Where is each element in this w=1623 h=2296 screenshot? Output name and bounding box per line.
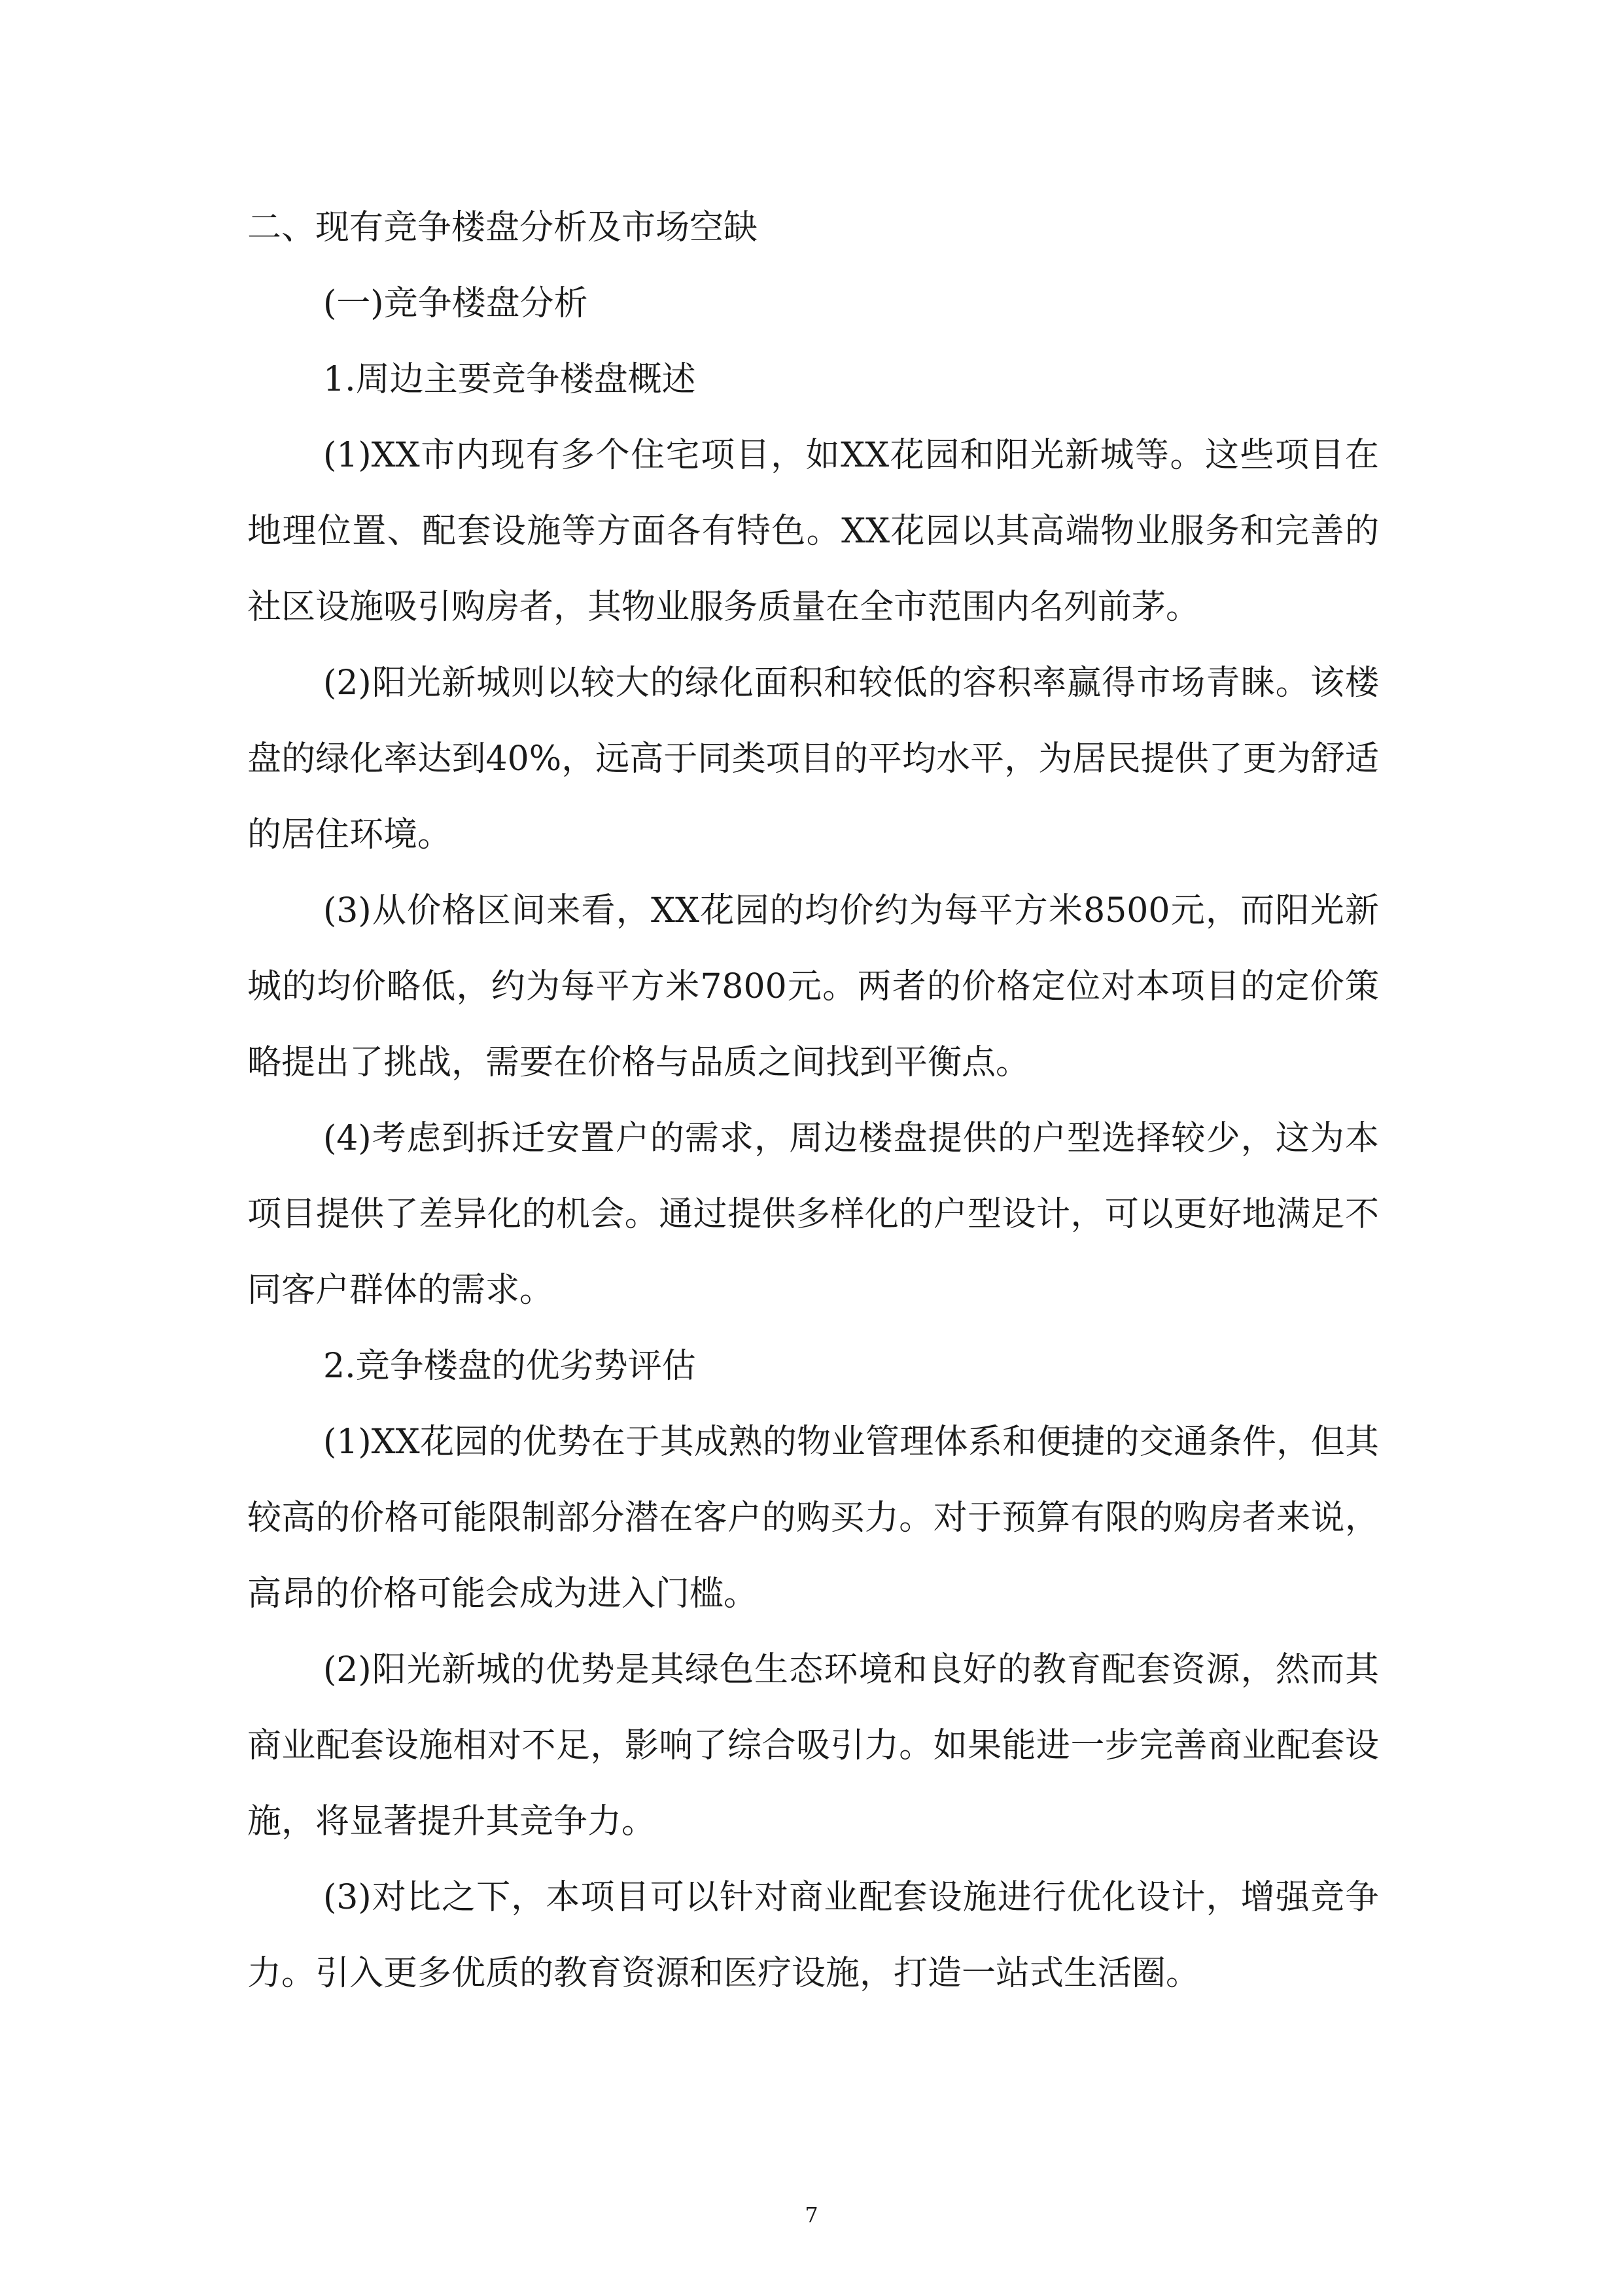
page-number: 7: [805, 2202, 818, 2227]
paragraph-1-2: (2)阳光新城则以较大的绿化面积和较低的容积率赢得市场青睐。该楼盘的绿化率达到40%，远高于同类项目的平均水平，为居民提供了更为舒适的居住环境。: [247, 663, 1379, 855]
topic-heading-2: 2.竞争楼盘的优劣势评估: [323, 1347, 696, 1386]
section-heading: 二、现有竞争楼盘分析及市场空缺: [247, 208, 758, 247]
topic-heading-1: 1.周边主要竞争楼盘概述: [323, 360, 696, 399]
paragraph-1-1: (1)XX市内现有多个住宅项目，如XX花园和阳光新城等。这些项目在地理位置、配套设施等方面各有特色。XX花园以其高端物业服务和完善的社区设施吸引购房者，其物业服务质量在全市范围内名列前茅。: [247, 436, 1379, 627]
paragraph-1-4: (4)考虑到拆迁安置户的需求，周边楼盘提供的户型选择较少，这为本项目提供了差异化的机会。通过提供多样化的户型设计，可以更好地满足不同客户群体的需求。: [247, 1119, 1379, 1310]
document-body: [247, 190, 1379, 2011]
paragraph-1-3: (3)从价格区间来看，XX花园的均价约为每平方米8500元，而阳光新城的均价略低，约为每平方米7800元。两者的价格定位对本项目的定价策略提出了挑战，需要在价格与品质之间找到平衡点。: [247, 891, 1379, 1082]
subsection-heading: (一)竞争楼盘分析: [323, 284, 588, 323]
paragraph-2-2: (2)阳光新城的优势是其绿色生态环境和良好的教育配套资源，然而其商业配套设施相对不足，影响了综合吸引力。如果能进一步完善商业配套设施，将显著提升其竞争力。: [247, 1650, 1379, 1841]
paragraph-2-3: (3)对比之下，本项目可以针对商业配套设施进行优化设计，增强竞争力。引入更多优质的教育资源和医疗设施，打造一站式生活圈。: [247, 1878, 1379, 1993]
paragraph-2-1: (1)XX花园的优势在于其成熟的物业管理体系和便捷的交通条件，但其较高的价格可能限制部分潜在客户的购买力。对于预算有限的购房者来说，高昂的价格可能会成为进入门槛。: [247, 1422, 1379, 1614]
